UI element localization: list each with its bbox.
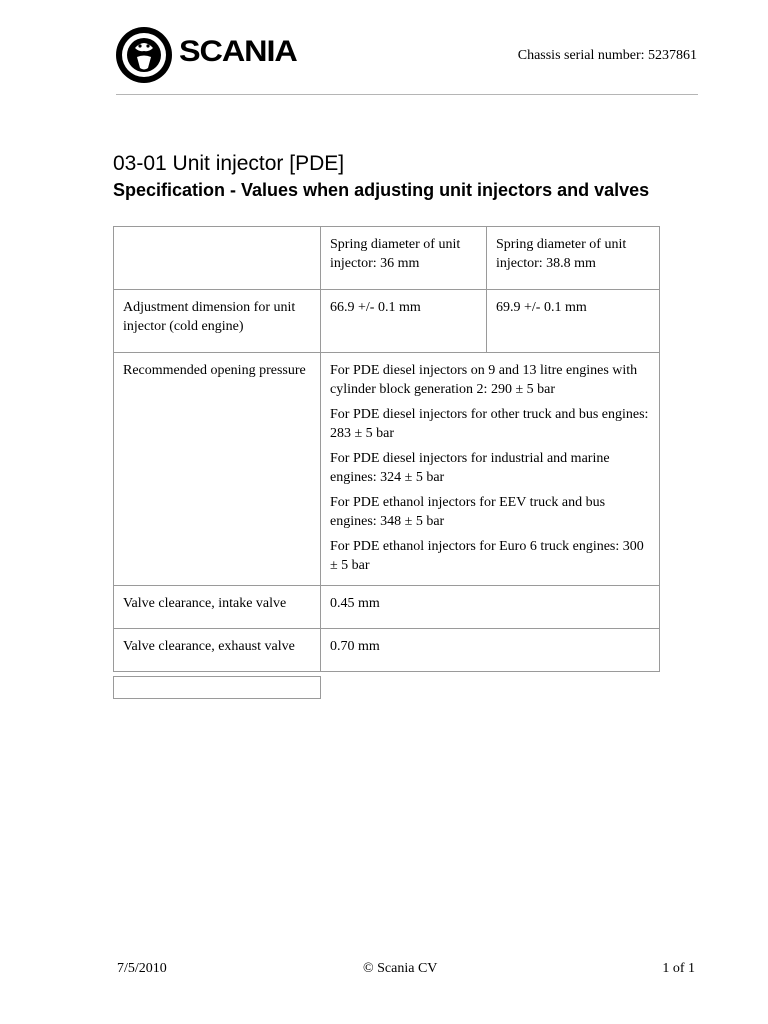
pressure-item: For PDE diesel injectors for other truck and bus engines: 283 ± 5 bar bbox=[330, 407, 649, 441]
exhaust-valve-label: Valve clearance, exhaust valve bbox=[114, 629, 321, 672]
footer-date: 7/5/2010 bbox=[117, 961, 167, 976]
specification-table bbox=[113, 226, 660, 672]
opening-pressure-values bbox=[321, 353, 660, 586]
footer-copyright: © Scania CV bbox=[363, 961, 438, 976]
table-row-opening-pressure bbox=[114, 353, 660, 586]
griffin-emblem-icon bbox=[113, 24, 175, 86]
adjustment-value-36: 66.9 +/- 0.1 mm bbox=[321, 290, 487, 353]
opening-pressure-label: Recommended opening pressure bbox=[114, 353, 321, 586]
header-spring-36: Spring diameter of unit injector: 36 mm bbox=[321, 227, 487, 290]
pressure-item: For PDE diesel injectors for industrial and marine engines: 324 ± 5 bar bbox=[330, 451, 610, 485]
pressure-item: For PDE ethanol injectors for Euro 6 truck engines: 300 ± 5 bar bbox=[330, 539, 644, 573]
adjustment-label: Adjustment dimension for unit injector (cold engine) bbox=[114, 290, 321, 353]
footer-page-number: 1 of 1 bbox=[662, 961, 695, 976]
page-subtitle: Specification - Values when adjusting unit injectors and valves bbox=[113, 180, 650, 200]
exhaust-valve-value: 0.70 mm bbox=[321, 629, 660, 672]
pressure-item: For PDE diesel injectors on 9 and 13 litre engines with cylinder block generation 2: 290 ± 5 bar bbox=[330, 363, 638, 397]
table-row-adjustment bbox=[114, 290, 660, 353]
table-row-exhaust-valve bbox=[114, 629, 660, 672]
chassis-serial-number: Chassis serial number: 5237861 bbox=[517, 48, 697, 63]
intake-valve-label: Valve clearance, intake valve bbox=[114, 586, 321, 629]
table-row-intake-valve bbox=[114, 586, 660, 629]
header-spring-38: Spring diameter of unit injector: 38.8 mm bbox=[487, 227, 660, 290]
scania-logo bbox=[113, 22, 328, 86]
header-divider bbox=[116, 94, 698, 95]
brand-wordmark: SCANIA bbox=[179, 35, 297, 68]
header-empty-cell bbox=[114, 227, 321, 290]
pressure-item: For PDE ethanol injectors for EEV truck and bus engines: 348 ± 5 bar bbox=[330, 495, 606, 529]
page-title: 03-01 Unit injector [PDE] bbox=[113, 152, 345, 175]
intake-valve-value: 0.45 mm bbox=[321, 586, 660, 629]
table-header-row bbox=[114, 227, 660, 290]
adjustment-value-38: 69.9 +/- 0.1 mm bbox=[487, 290, 660, 353]
empty-table-cell bbox=[113, 676, 321, 699]
